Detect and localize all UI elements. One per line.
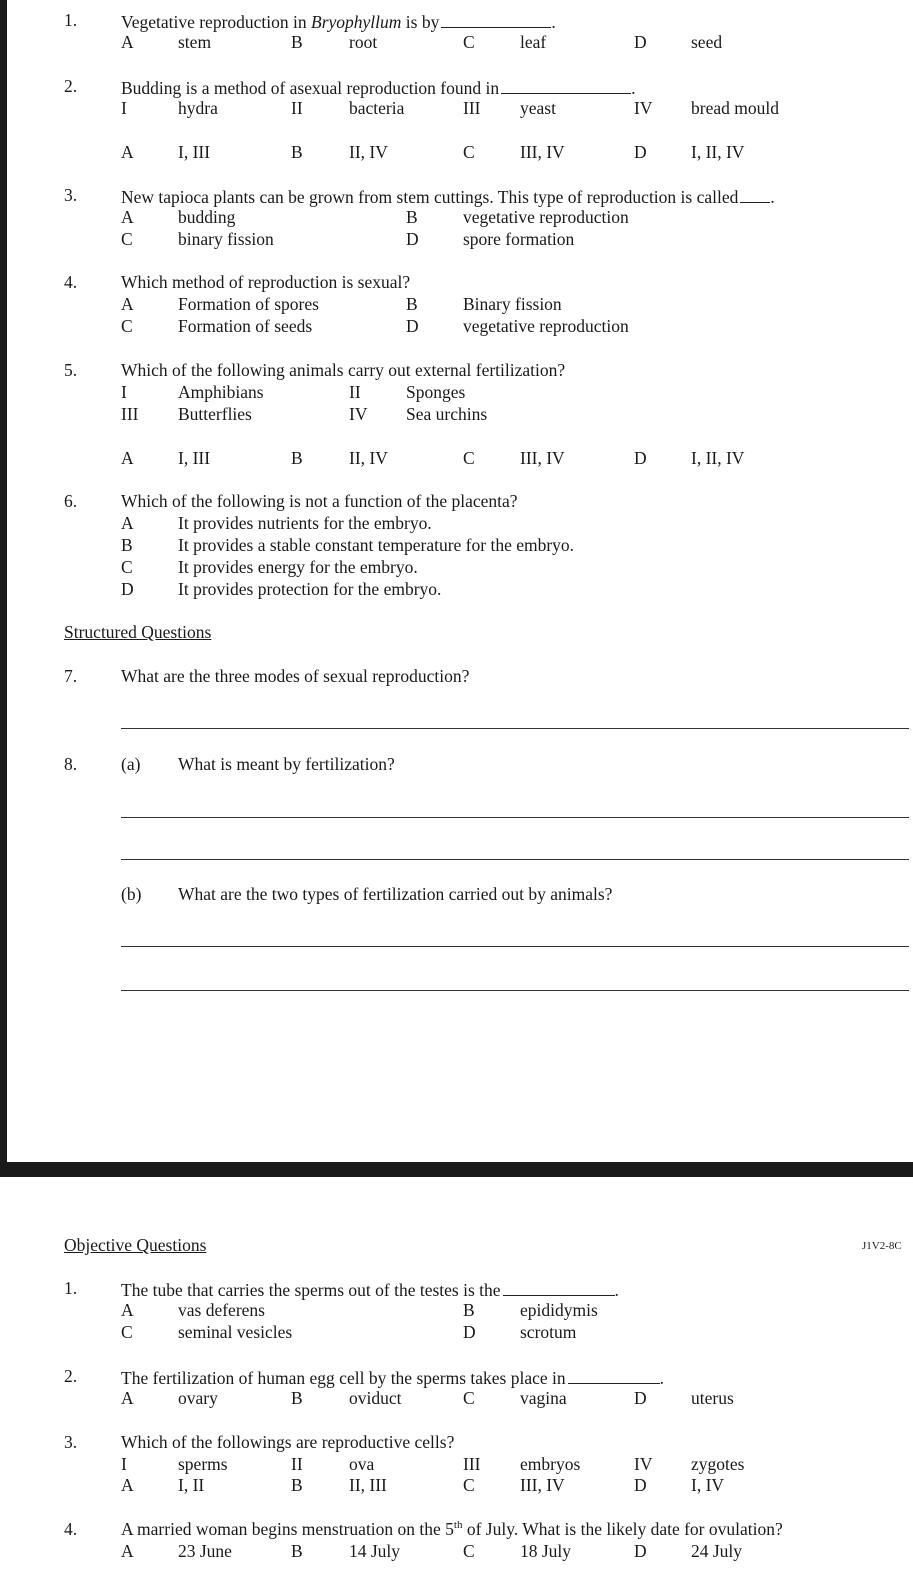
- option-letter: A: [121, 142, 134, 162]
- page-code: J1V2-8C: [862, 1240, 902, 1252]
- question-number: 8.: [64, 754, 78, 774]
- option-text: III, IV: [520, 448, 565, 468]
- option-letter: B: [291, 448, 303, 468]
- option-text: It provides nutrients for the embryo.: [178, 513, 432, 533]
- option-letter: B: [291, 1475, 303, 1495]
- option-text: epididymis: [520, 1300, 598, 1320]
- option-text: I, IV: [691, 1475, 725, 1495]
- question-text: Which method of reproduction is sexual?: [121, 272, 411, 292]
- option-letter: B: [291, 1541, 303, 1561]
- option-letter: B: [291, 142, 303, 162]
- option-text: seminal vesicles: [178, 1322, 293, 1342]
- question-text: Which of the following is not a function of the placenta?: [121, 491, 518, 511]
- option-letter: C: [463, 448, 475, 468]
- option-text: root: [349, 32, 378, 52]
- option-letter: D: [406, 316, 419, 336]
- statement-roman: II: [291, 1454, 303, 1474]
- option-text: binary fission: [178, 229, 274, 249]
- statement-roman: IV: [634, 98, 653, 118]
- option-letter: A: [121, 1475, 134, 1495]
- option-text: Formation of spores: [178, 294, 319, 314]
- option-text: I, III: [178, 448, 211, 468]
- answer-blank: [568, 1368, 660, 1384]
- option-text: II, IV: [349, 448, 388, 468]
- question-text: What are the three modes of sexual reproduction?: [121, 666, 470, 686]
- option-letter: D: [121, 579, 134, 599]
- statement-text: yeast: [520, 98, 556, 118]
- option-letter: C: [463, 1475, 475, 1495]
- answer-line[interactable]: [121, 817, 909, 818]
- option-letter: D: [634, 1388, 647, 1408]
- option-letter: C: [121, 229, 133, 249]
- question-text: What is meant by fertilization?: [178, 754, 395, 774]
- answer-blank: [740, 187, 770, 203]
- statement-roman: II: [291, 98, 303, 118]
- question-number: 1.: [64, 10, 78, 30]
- option-letter: B: [121, 535, 133, 555]
- question-number: 3.: [64, 1432, 78, 1452]
- option-letter: B: [406, 207, 418, 227]
- part-label: (a): [121, 754, 141, 774]
- option-letter: D: [634, 142, 647, 162]
- statement-roman: II: [349, 382, 361, 402]
- option-text: budding: [178, 207, 236, 227]
- question-number: 1.: [64, 1278, 78, 1298]
- option-text: Formation of seeds: [178, 316, 313, 336]
- statement-text: ova: [349, 1454, 375, 1474]
- question-text: Vegetative reproduction in Bryophyllum is by .: [121, 12, 556, 32]
- statement-roman: I: [121, 382, 127, 402]
- option-text: 24 July: [691, 1541, 743, 1561]
- option-text: vagina: [520, 1388, 567, 1408]
- option-letter: A: [121, 207, 134, 227]
- answer-line[interactable]: [121, 946, 909, 947]
- option-text: 14 July: [349, 1541, 401, 1561]
- option-text: vas deferens: [178, 1300, 265, 1320]
- option-letter: D: [634, 1475, 647, 1495]
- question-text: A married woman begins menstruation on the 5th of July. What is the likely date for ovulation?: [121, 1519, 783, 1539]
- option-text: oviduct: [349, 1388, 402, 1408]
- option-text: Binary fission: [463, 294, 562, 314]
- section-title: Objective Questions: [64, 1235, 207, 1255]
- answer-line[interactable]: [121, 990, 909, 991]
- statement-text: sperms: [178, 1454, 228, 1474]
- option-letter: A: [121, 32, 134, 52]
- option-text: vegetative reproduction: [463, 316, 629, 336]
- question-number: 4.: [64, 1519, 78, 1539]
- option-letter: C: [463, 1541, 475, 1561]
- option-text: ovary: [178, 1388, 218, 1408]
- option-letter: B: [291, 32, 303, 52]
- option-letter: B: [291, 1388, 303, 1408]
- option-letter: C: [121, 1322, 133, 1342]
- option-letter: A: [121, 294, 134, 314]
- statement-roman: III: [463, 98, 481, 118]
- option-text: I, II: [178, 1475, 205, 1495]
- question-text: Which of the following animals carry out external fertilization?: [121, 360, 566, 380]
- question-text: New tapioca plants can be grown from stem cuttings. This type of reproduction is called .: [121, 187, 775, 207]
- statement-text: hydra: [178, 98, 218, 118]
- part-label: (b): [121, 884, 142, 904]
- option-letter: B: [406, 294, 418, 314]
- statement-text: Butterflies: [178, 404, 252, 424]
- option-text: It provides protection for the embryo.: [178, 579, 442, 599]
- option-text: It provides a stable constant temperature for the embryo.: [178, 535, 575, 555]
- question-number: 7.: [64, 666, 78, 686]
- option-letter: A: [121, 513, 134, 533]
- option-text: III, IV: [520, 142, 565, 162]
- question-number: 2.: [64, 1366, 78, 1386]
- answer-blank: [441, 12, 551, 28]
- option-letter: A: [121, 1388, 134, 1408]
- option-text: It provides energy for the embryo.: [178, 557, 418, 577]
- statement-text: Sea urchins: [406, 404, 488, 424]
- option-text: I, II, IV: [691, 142, 745, 162]
- option-letter: D: [634, 32, 647, 52]
- option-letter: D: [463, 1322, 476, 1342]
- option-letter: A: [121, 1541, 134, 1561]
- option-text: seed: [691, 32, 723, 52]
- option-letter: C: [463, 32, 475, 52]
- statement-roman: I: [121, 98, 127, 118]
- option-letter: C: [463, 142, 475, 162]
- option-text: scrotum: [520, 1322, 577, 1342]
- option-letter: B: [463, 1300, 475, 1320]
- question-number: 3.: [64, 185, 78, 205]
- answer-line[interactable]: [121, 859, 909, 860]
- statement-roman: IV: [634, 1454, 653, 1474]
- option-text: stem: [178, 32, 212, 52]
- question-text: The tube that carries the sperms out of the testes is the .: [121, 1280, 619, 1300]
- question-text: Budding is a method of asexual reproduction found in .: [121, 78, 636, 98]
- statement-roman: III: [463, 1454, 481, 1474]
- statement-roman: IV: [349, 404, 368, 424]
- option-letter: C: [121, 557, 133, 577]
- option-letter: D: [634, 448, 647, 468]
- question-text: Which of the followings are reproductive cells?: [121, 1432, 455, 1452]
- option-text: uterus: [691, 1388, 734, 1408]
- option-text: III, IV: [520, 1475, 565, 1495]
- statement-roman: I: [121, 1454, 127, 1474]
- statement-text: Sponges: [406, 382, 466, 402]
- option-text: 18 July: [520, 1541, 572, 1561]
- question-number: 5.: [64, 360, 78, 380]
- option-letter: A: [121, 448, 134, 468]
- option-text: II, III: [349, 1475, 387, 1495]
- answer-blank: [503, 1280, 615, 1296]
- statement-text: bread mould: [691, 98, 779, 118]
- statement-text: zygotes: [691, 1454, 745, 1474]
- question-number: 4.: [64, 272, 78, 292]
- option-letter: C: [463, 1388, 475, 1408]
- option-text: spore formation: [463, 229, 575, 249]
- statement-text: embryos: [520, 1454, 581, 1474]
- page-divider: [0, 1162, 913, 1177]
- option-text: vegetative reproduction: [463, 207, 629, 227]
- option-text: leaf: [520, 32, 547, 52]
- option-text: I, II, IV: [691, 448, 745, 468]
- option-text: 23 June: [178, 1541, 232, 1561]
- statement-text: bacteria: [349, 98, 405, 118]
- answer-blank: [501, 78, 631, 94]
- option-letter: A: [121, 1300, 134, 1320]
- worksheet-page-2: [0, 1177, 913, 1574]
- option-text: II, IV: [349, 142, 388, 162]
- option-letter: D: [406, 229, 419, 249]
- statement-roman: III: [121, 404, 139, 424]
- option-text: I, III: [178, 142, 211, 162]
- question-text: What are the two types of fertilization carried out by animals?: [178, 884, 613, 904]
- question-text: The fertilization of human egg cell by the sperms takes place in .: [121, 1368, 665, 1388]
- question-number: 6.: [64, 491, 78, 511]
- answer-line[interactable]: [121, 728, 909, 729]
- section-title: Structured Questions: [64, 622, 212, 642]
- question-number: 2.: [64, 76, 78, 96]
- statement-text: Amphibians: [178, 382, 264, 402]
- scan-edge: [0, 0, 7, 1162]
- option-letter: D: [634, 1541, 647, 1561]
- option-letter: C: [121, 316, 133, 336]
